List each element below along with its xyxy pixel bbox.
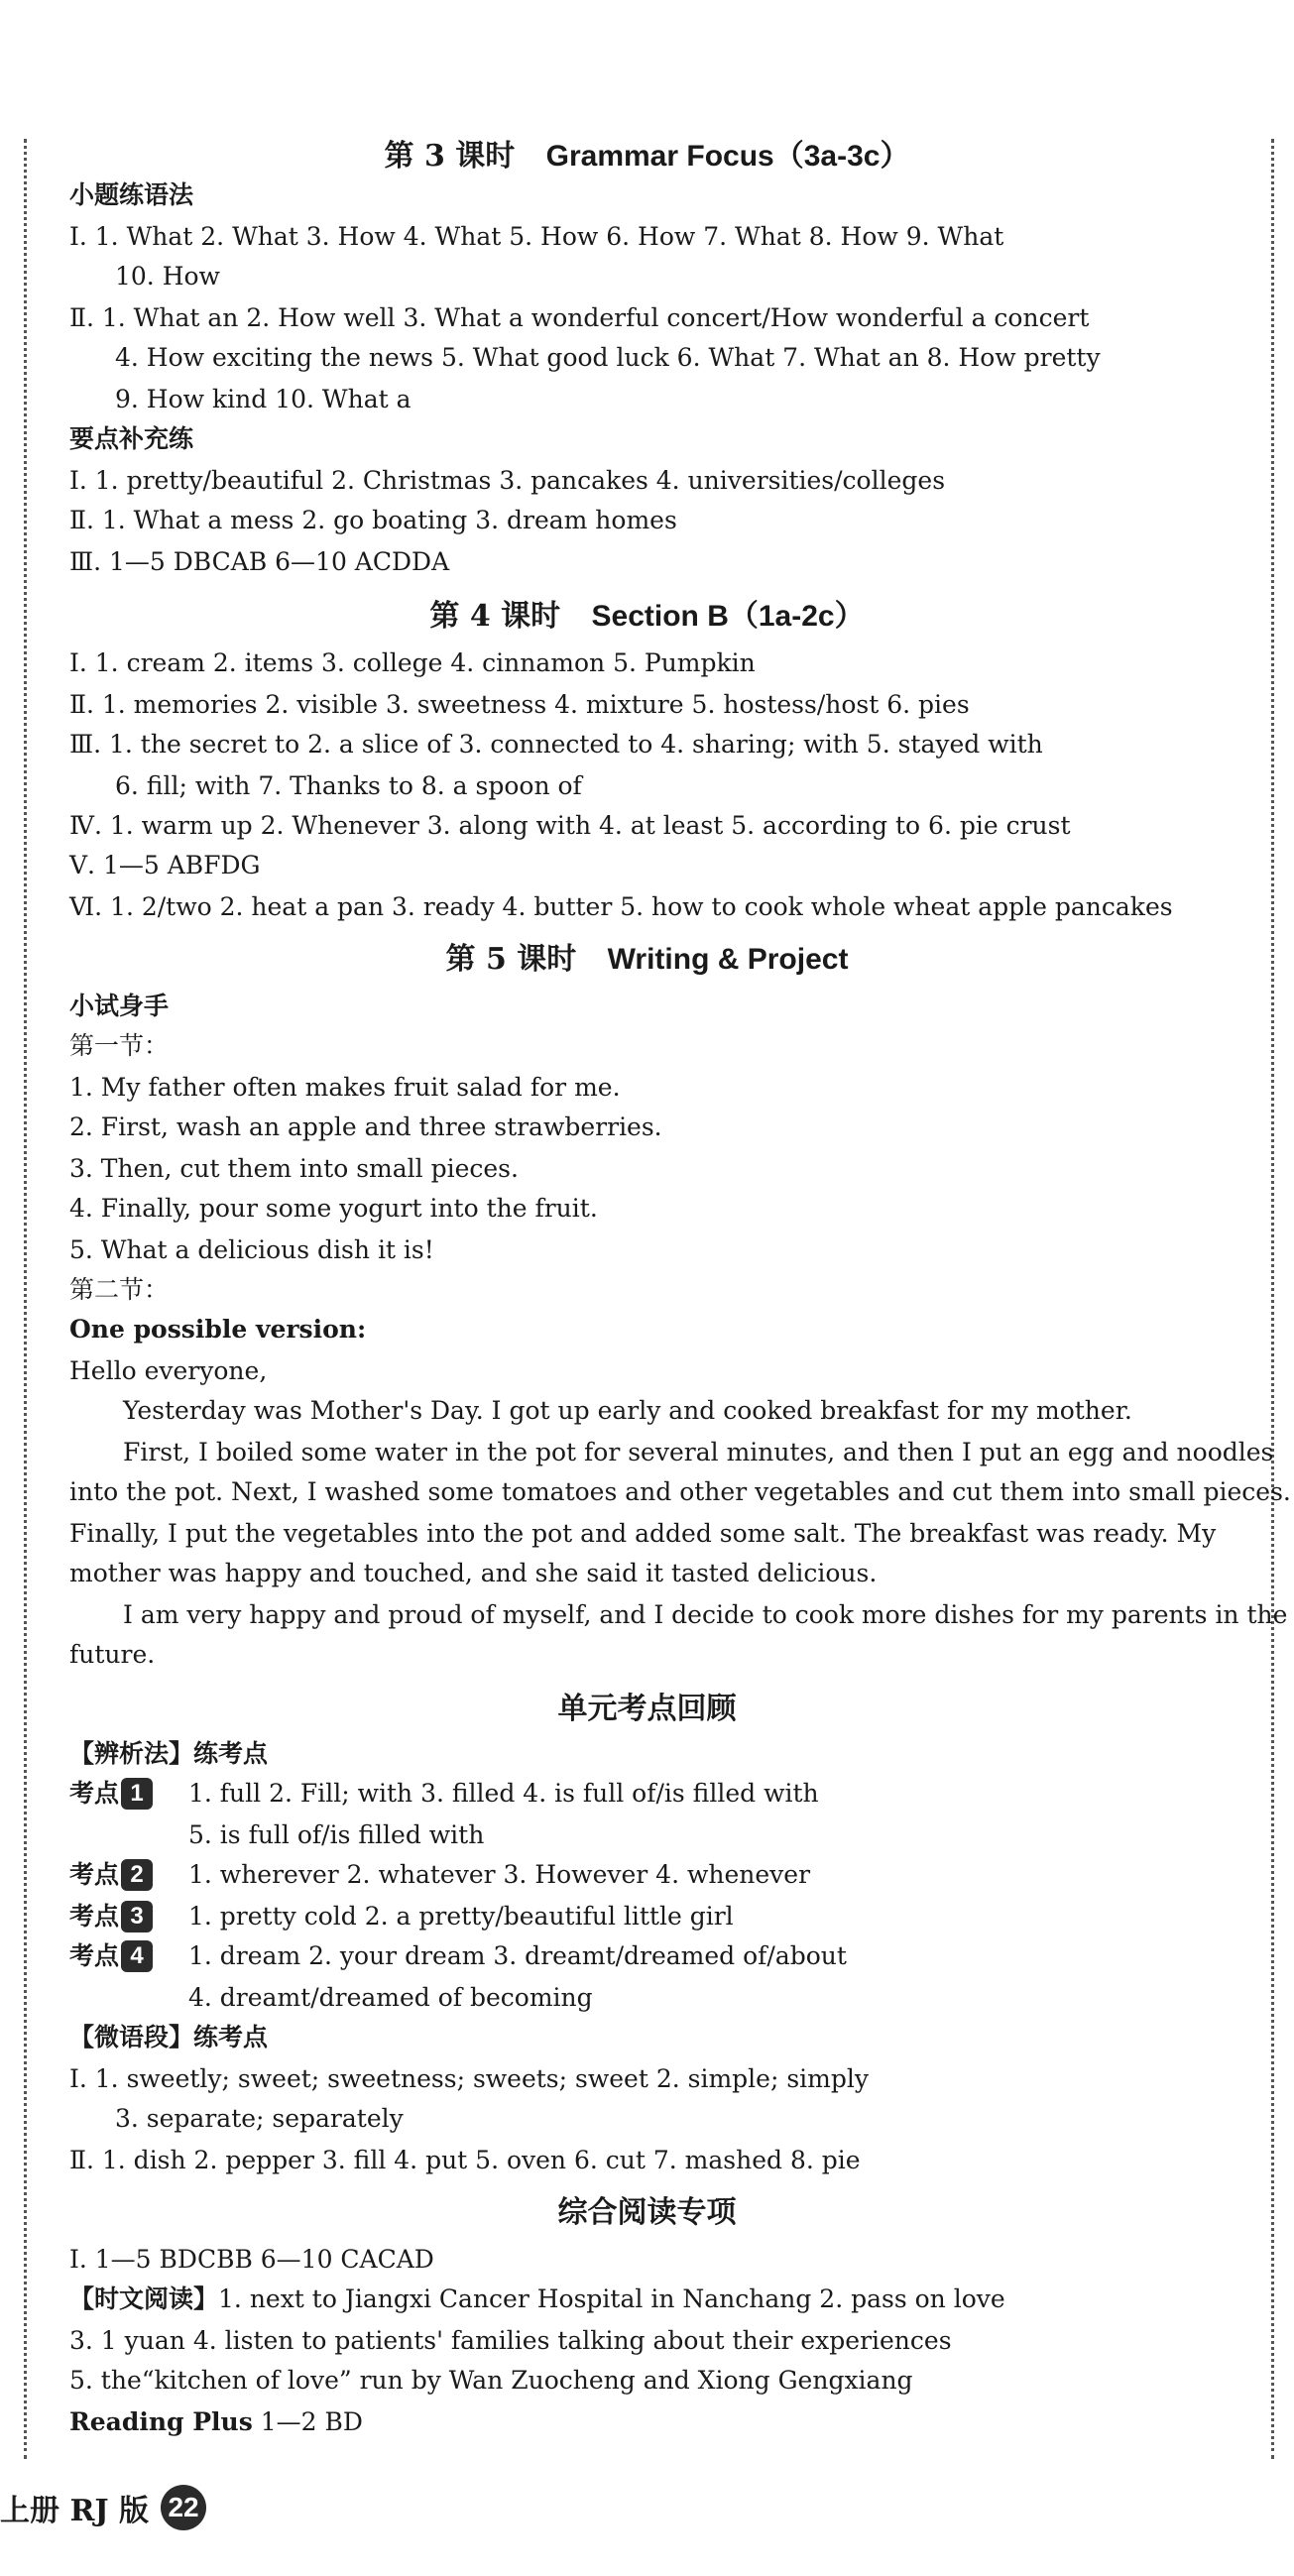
- lesson4-title-en: Section B（1a-2c）: [591, 600, 865, 633]
- lesson5-paragraph-1: Yesterday was Mother's Day. I got up early and cooked breakfast for my mother.: [123, 1396, 1132, 1425]
- lesson5-paragraph-3b: future.: [69, 1640, 156, 1669]
- kaodian-1-answers-a: 1. full 2. Fill; with 3. filled 4. is full of/is filled with: [188, 1779, 819, 1808]
- lesson5-title-cn: 第 5 课时: [445, 942, 577, 977]
- page-footer: [0, 2485, 206, 2530]
- lesson5-paragraph-2c: Finally, I put the vegetables into the pot and added some salt. The breakfast was ready. My: [69, 1519, 1217, 1548]
- lesson3-line-1: Ⅰ. 1. What 2. What 3. How 4. What 5. How 6. How 7. What 8. How 9. What: [69, 222, 1004, 251]
- lesson3-line-5: 9. How kind 10. What a: [115, 385, 412, 413]
- lesson5-sentence-3: 3. Then, cut them into small pieces.: [69, 1154, 519, 1183]
- lesson5-greeting: Hello everyone,: [69, 1356, 268, 1385]
- kaodian-2-answers: 1. wherever 2. whatever 3. However 4. whenever: [188, 1860, 811, 1889]
- kaodian-4-answers-a: 1. dream 2. your dream 3. dreamt/dreamed of/about: [188, 1941, 847, 1970]
- lesson5-title-en: Writing & Project: [607, 943, 849, 976]
- reading-plus-label: Reading Plus: [69, 2407, 253, 2436]
- lesson5-paragraph-2b: into the pot. Next, I washed some tomatoes and other vegetables and cut them into small pieces.: [69, 1477, 1291, 1506]
- lesson3-line-3: Ⅱ. 1. What an 2. How well 3. What a wonderful concert/How wonderful a concert: [69, 303, 1090, 332]
- current-reading-label: 【时文阅读】: [69, 2284, 219, 2313]
- lesson4-line-2: Ⅱ. 1. memories 2. visible 3. sweetness 4. mixture 5. hostess/host 6. pies: [69, 690, 970, 719]
- kaodian-3-row: [69, 1900, 153, 1933]
- reading-plus-line: [69, 2405, 363, 2439]
- lesson5-title: [0, 940, 1294, 980]
- kaodian-2-row: [69, 1858, 153, 1892]
- reading-plus-answers: 1—2 BD: [252, 2407, 363, 2436]
- lesson4-line-3: Ⅲ. 1. the secret to 2. a slice of 3. connected to 4. sharing; with 5. stayed with: [69, 730, 1043, 759]
- lesson3-line-8: Ⅲ. 1—5 DBCAB 6—10 ACDDA: [69, 547, 450, 576]
- kaodian-4-row: [69, 1939, 153, 1973]
- lesson5-paragraph-2a: First, I boiled some water in the pot for several minutes, and then I put an egg and noodles: [123, 1438, 1274, 1466]
- kaodian-1-answers-b: 5. is full of/is filled with: [188, 1820, 485, 1849]
- kaodian-text: 考点: [69, 1941, 120, 1970]
- lesson5-sentence-4: 4. Finally, pour some yogurt into the fruit.: [69, 1194, 598, 1223]
- kaodian-3-answers: 1. pretty cold 2. a pretty/beautiful little girl: [188, 1902, 734, 1931]
- reading-line-3: 3. 1 yuan 4. listen to patients' families talking about their experiences: [69, 2326, 952, 2355]
- lesson3-line-7: Ⅱ. 1. What a mess 2. go boating 3. dream homes: [69, 506, 677, 534]
- lesson5-sentence-1: 1. My father often makes fruit salad for me.: [69, 1073, 621, 1102]
- lesson4-title: [0, 597, 1294, 637]
- left-dotted-border: [24, 139, 27, 2459]
- lesson5-section-2: 第二节：: [69, 1275, 170, 1304]
- review-title: 单元考点回顾: [557, 1692, 737, 1726]
- review-micro-line-1: Ⅰ. 1. sweetly; sweet; sweetness; sweets; sweet 2. simple; simply: [69, 2064, 869, 2093]
- kaodian-3-number: 3: [121, 1901, 153, 1932]
- review-heading-1: 【辨析法】练考点: [69, 1739, 269, 1768]
- lesson4-line-6: Ⅴ. 1—5 ABFDG: [69, 851, 261, 879]
- lesson3-title-cn: 第 3 课时: [384, 139, 516, 174]
- lesson4-title-cn: 第 4 课时: [429, 599, 561, 634]
- lesson5-subheading: 小试身手: [69, 992, 170, 1020]
- lesson4-line-7: Ⅵ. 1. 2/two 2. heat a pan 3. ready 4. butter 5. how to cook whole wheat apple pancakes: [69, 892, 1173, 921]
- lesson5-version-label: One possible version:: [69, 1315, 367, 1344]
- lesson3-subheading-1: 小题练语法: [69, 180, 194, 209]
- lesson4-line-4: 6. fill; with 7. Thanks to 8. a spoon of: [115, 771, 582, 800]
- kaodian-text: 考点: [69, 1860, 120, 1889]
- kaodian-2-label: [69, 1858, 153, 1892]
- lesson3-line-2: 10. How: [115, 262, 220, 291]
- reading-line-1: Ⅰ. 1—5 BDCBB 6—10 CACAD: [69, 2245, 434, 2274]
- review-micro-line-3: Ⅱ. 1. dish 2. pepper 3. fill 4. put 5. oven 6. cut 7. mashed 8. pie: [69, 2146, 861, 2174]
- current-reading-answers: 1. next to Jiangxi Cancer Hospital in Nanchang 2. pass on love: [218, 2284, 1005, 2313]
- lesson3-line-6: Ⅰ. 1. pretty/beautiful 2. Christmas 3. pancakes 4. universities/colleges: [69, 466, 946, 495]
- reading-line-2: [69, 2283, 1005, 2316]
- reading-line-4: 5. the“kitchen of love” run by Wan Zuocheng and Xiong Gengxiang: [69, 2366, 913, 2395]
- review-micro-line-2: 3. separate; separately: [115, 2104, 404, 2133]
- lesson5-paragraph-2d: mother was happy and touched, and she said it tasted delicious.: [69, 1559, 878, 1587]
- lesson5-sentence-5: 5. What a delicious dish it is!: [69, 1235, 434, 1264]
- kaodian-1-label: [69, 1777, 153, 1811]
- lesson3-line-4: 4. How exciting the news 5. What good luck 6. What 7. What an 8. How pretty: [115, 343, 1101, 372]
- kaodian-text: 考点: [69, 1902, 120, 1931]
- page-number: 22: [161, 2485, 206, 2530]
- lesson5-paragraph-3a: I am very happy and proud of myself, and I decide to cook more dishes for my parents in the: [123, 1600, 1288, 1629]
- lesson5-section-1: 第一节：: [69, 1031, 170, 1060]
- reading-title: 综合阅读专项: [557, 2195, 737, 2230]
- kaodian-4-label: [69, 1939, 153, 1973]
- right-dotted-border: [1271, 139, 1274, 2459]
- kaodian-2-number: 2: [121, 1859, 153, 1891]
- lesson3-title: [0, 137, 1294, 176]
- kaodian-3-label: [69, 1900, 153, 1933]
- kaodian-4-number: 4: [121, 1940, 153, 1972]
- lesson4-line-1: Ⅰ. 1. cream 2. items 3. college 4. cinnamon 5. Pumpkin: [69, 648, 756, 677]
- lesson5-sentence-2: 2. First, wash an apple and three strawberries.: [69, 1112, 662, 1141]
- book-label: 上册 RJ 版: [0, 2494, 150, 2528]
- kaodian-1-number: 1: [121, 1778, 153, 1810]
- review-heading-2: 【微语段】练考点: [69, 2023, 269, 2051]
- lesson4-line-5: Ⅳ. 1. warm up 2. Whenever 3. along with 4. at least 5. according to 6. pie crust: [69, 811, 1071, 840]
- kaodian-1-row: [69, 1777, 153, 1811]
- kaodian-text: 考点: [69, 1779, 120, 1808]
- kaodian-4-answers-b: 4. dreamt/dreamed of becoming: [188, 1983, 593, 2012]
- lesson3-subheading-2: 要点补充练: [69, 424, 194, 453]
- lesson3-title-en: Grammar Focus（3a-3c）: [545, 140, 910, 173]
